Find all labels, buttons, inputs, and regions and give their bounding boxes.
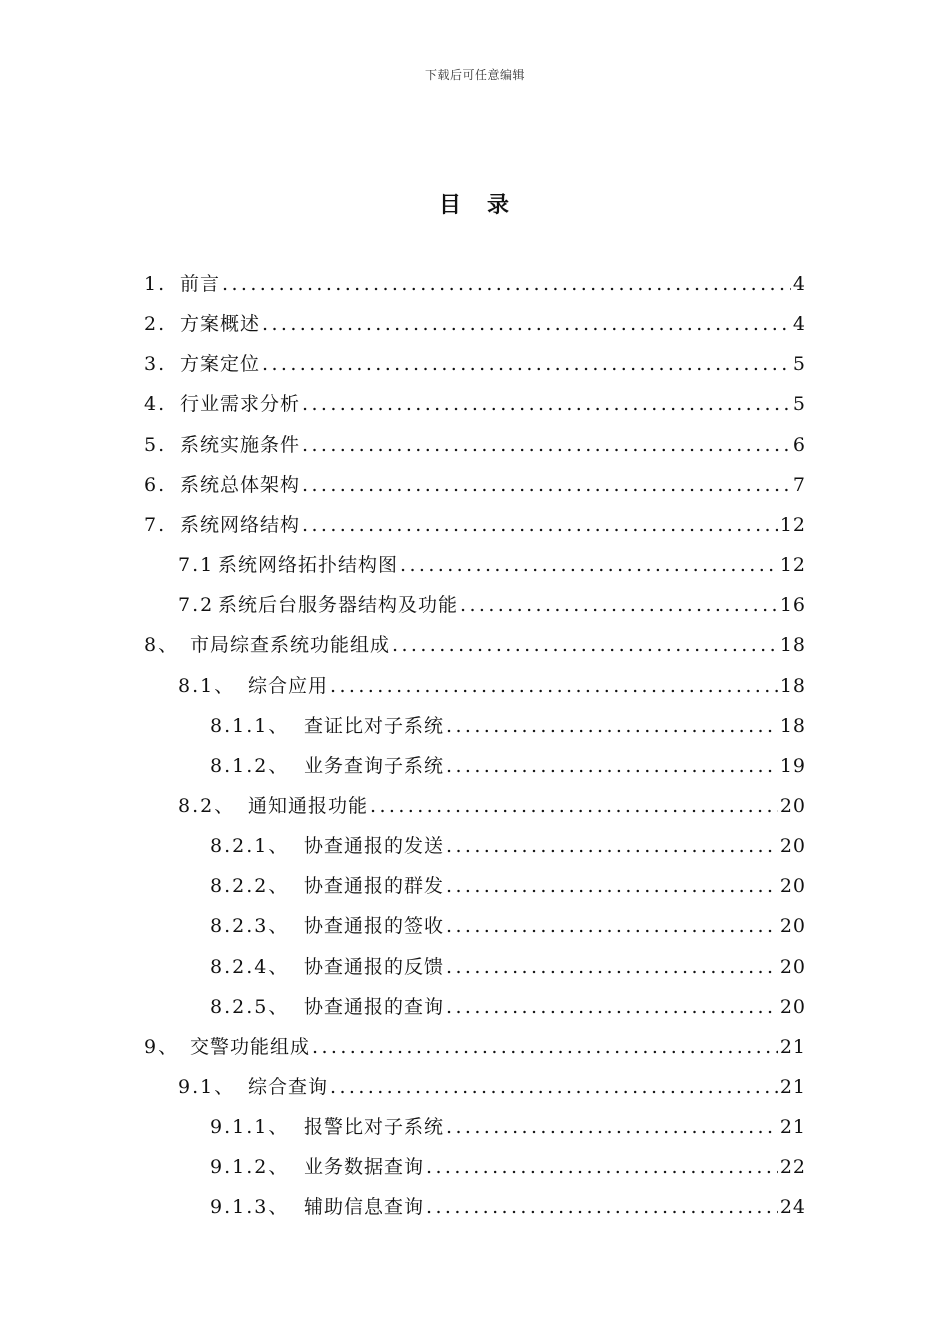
toc-entry-page-number: 7 bbox=[792, 473, 806, 496]
toc-entry-title: 方案定位 bbox=[180, 353, 261, 376]
toc-entry-page-number: 24 bbox=[779, 1196, 806, 1219]
toc-entry[interactable] bbox=[210, 864, 806, 900]
toc-entry-title: 前言 bbox=[180, 273, 221, 295]
toc-entry-number: 9.1.3、 bbox=[210, 1196, 290, 1219]
toc-entry-number: 3. bbox=[144, 353, 167, 376]
toc-entry-title: 系统网络结构 bbox=[180, 513, 301, 536]
toc-entry-title: 业务查询子系统 bbox=[304, 754, 445, 777]
toc-entry[interactable] bbox=[144, 262, 806, 298]
toc-entry-number: 8.1.2、 bbox=[210, 754, 290, 777]
toc-entry-number: 8.2.5、 bbox=[210, 995, 290, 1018]
toc-dot-leader bbox=[328, 672, 778, 700]
toc-dot-leader bbox=[444, 752, 778, 780]
toc-dot-leader bbox=[260, 350, 791, 378]
toc-entry[interactable] bbox=[210, 904, 806, 940]
toc-entry-number: 6. bbox=[144, 473, 167, 496]
toc-dot-leader bbox=[220, 270, 791, 298]
toc-entry-number: 7.1 bbox=[178, 554, 215, 577]
toc-entry-title: 系统总体架构 bbox=[180, 473, 301, 496]
toc-entry-title: 协查通报的发送 bbox=[304, 835, 445, 858]
toc-entry-title: 查证比对子系统 bbox=[304, 714, 445, 737]
toc-entry[interactable] bbox=[178, 784, 806, 820]
toc-entry-page-number: 20 bbox=[779, 875, 806, 898]
toc-entry-page-number: 18 bbox=[779, 714, 806, 737]
toc-entry[interactable] bbox=[144, 623, 806, 659]
toc-entry-page-number: 20 bbox=[779, 995, 806, 1018]
toc-entry-number: 8.1、 bbox=[178, 674, 236, 697]
toc-entry-title: 业务数据查询 bbox=[304, 1156, 425, 1179]
toc-dot-leader bbox=[328, 1073, 778, 1101]
toc-entry[interactable] bbox=[210, 985, 806, 1021]
toc-entry[interactable] bbox=[144, 463, 806, 499]
toc-entry-page-number: 22 bbox=[779, 1156, 806, 1179]
toc-entry-page-number: 5 bbox=[792, 393, 806, 416]
toc-entry-page-number: 12 bbox=[779, 513, 806, 536]
toc-entry[interactable] bbox=[210, 744, 806, 780]
toc-entry-number: 7.2 bbox=[178, 594, 215, 617]
toc-entry-number: 8.2.2、 bbox=[210, 875, 290, 898]
toc-entry[interactable] bbox=[210, 824, 806, 860]
toc-entry[interactable] bbox=[210, 945, 806, 981]
toc-dot-leader bbox=[444, 993, 778, 1021]
toc-entry[interactable] bbox=[178, 583, 806, 619]
toc-entry[interactable] bbox=[178, 664, 806, 700]
toc-entry-title: 协查通报的签收 bbox=[304, 915, 445, 938]
toc-entry[interactable] bbox=[144, 342, 806, 378]
toc-dot-leader bbox=[300, 431, 791, 459]
toc-entry-title: 方案概述 bbox=[180, 313, 261, 336]
toc-entry-number: 8.2.1、 bbox=[210, 835, 290, 858]
toc-entry-title: 系统后台服务器结构及功能 bbox=[218, 594, 459, 617]
toc-entry-page-number: 20 bbox=[779, 955, 806, 978]
page-header-note: 下载后可任意编辑 bbox=[424, 68, 525, 82]
toc-entry-number: 4. bbox=[144, 393, 167, 416]
toc-entry-page-number: 6 bbox=[792, 433, 806, 456]
toc-entry-page-number: 18 bbox=[779, 634, 806, 657]
toc-entry-number: 8.2.3、 bbox=[210, 915, 290, 938]
toc-entry-page-number: 21 bbox=[779, 1116, 806, 1139]
toc-dot-leader bbox=[398, 551, 778, 579]
toc-entry-title: 协查通报的群发 bbox=[304, 875, 445, 898]
toc-entry-title: 系统实施条件 bbox=[180, 433, 301, 456]
toc-entry-title: 行业需求分析 bbox=[180, 393, 301, 416]
toc-title bbox=[0, 188, 950, 219]
toc-entry[interactable] bbox=[210, 1105, 806, 1141]
toc-entry-title: 协查通报的反馈 bbox=[304, 955, 445, 978]
toc-entry-page-number: 18 bbox=[779, 674, 806, 697]
toc-dot-leader bbox=[300, 390, 791, 418]
toc-entry[interactable] bbox=[144, 423, 806, 459]
toc-dot-leader bbox=[300, 511, 778, 539]
toc-entry-page-number: 21 bbox=[779, 1035, 806, 1058]
toc-dot-leader bbox=[368, 792, 778, 820]
toc-entry-title: 综合应用 bbox=[248, 674, 329, 697]
toc-dot-leader bbox=[260, 310, 791, 338]
toc-entry-number: 9.1、 bbox=[178, 1076, 236, 1098]
toc-entry-page-number: 12 bbox=[779, 554, 806, 577]
toc-entry-page-number: 19 bbox=[779, 754, 806, 777]
toc-dot-leader bbox=[444, 953, 778, 981]
toc-entry-title: 市局综查系统功能组成 bbox=[190, 634, 391, 657]
toc-entry-number: 9.1.1、 bbox=[210, 1116, 290, 1139]
toc-entry-page-number: 4 bbox=[792, 273, 806, 295]
toc-entry[interactable] bbox=[144, 1025, 806, 1061]
toc-entry-number: 2. bbox=[144, 313, 167, 336]
toc-entry[interactable] bbox=[210, 704, 806, 740]
toc-entry-number: 8、 bbox=[144, 634, 180, 657]
toc-entry-title: 协查通报的查询 bbox=[304, 995, 445, 1018]
toc-entry-page-number: 5 bbox=[792, 353, 806, 376]
toc-dot-leader bbox=[444, 832, 778, 860]
toc-entry[interactable] bbox=[144, 503, 806, 539]
toc-entry[interactable] bbox=[144, 382, 806, 418]
toc-entry-number: 9.1.2、 bbox=[210, 1156, 290, 1179]
toc-entry-number: 8.2.4、 bbox=[210, 955, 290, 978]
toc-dot-leader bbox=[310, 1033, 778, 1061]
toc-entry-number: 1. bbox=[144, 273, 167, 295]
toc-entry-title: 综合查询 bbox=[248, 1076, 329, 1098]
toc-dot-leader bbox=[300, 471, 791, 499]
toc-dot-leader bbox=[424, 1153, 778, 1181]
toc-entry-title: 辅助信息查询 bbox=[304, 1196, 425, 1219]
toc-entry-page-number: 16 bbox=[779, 594, 806, 617]
toc-entry-number: 8.2、 bbox=[178, 794, 236, 817]
toc-dot-leader bbox=[444, 872, 778, 900]
toc-entry-page-number: 20 bbox=[779, 915, 806, 938]
toc-dot-leader bbox=[444, 1113, 778, 1141]
toc-dot-leader bbox=[390, 631, 778, 659]
toc-entry-title: 通知通报功能 bbox=[248, 794, 369, 817]
toc-entry-page-number: 21 bbox=[779, 1076, 806, 1098]
toc-dot-leader bbox=[444, 912, 778, 940]
toc-entry-number: 5. bbox=[144, 433, 167, 456]
toc-entry-page-number: 20 bbox=[779, 794, 806, 817]
toc-entry-number: 9、 bbox=[144, 1035, 180, 1058]
toc-dot-leader bbox=[424, 1193, 778, 1221]
toc-entry-page-number: 4 bbox=[792, 313, 806, 336]
toc-entry-title: 交警功能组成 bbox=[190, 1035, 311, 1058]
toc-entry-number: 7. bbox=[144, 513, 167, 536]
toc-entry[interactable] bbox=[178, 1065, 806, 1101]
toc-entry-title: 报警比对子系统 bbox=[304, 1116, 445, 1139]
toc-dot-leader bbox=[444, 712, 778, 740]
toc-entry[interactable] bbox=[178, 543, 806, 579]
toc-entry-number: 8.1.1、 bbox=[210, 714, 290, 737]
toc-dot-leader bbox=[458, 591, 778, 619]
toc-title-char-1: 目 bbox=[438, 192, 463, 218]
toc-entry[interactable] bbox=[210, 1185, 806, 1221]
toc-entry[interactable] bbox=[144, 302, 806, 338]
toc-entry-title: 系统网络拓扑结构图 bbox=[218, 554, 399, 577]
toc-title-char-2: 录 bbox=[487, 192, 512, 218]
toc-entry[interactable] bbox=[210, 1145, 806, 1181]
toc-entry-page-number: 20 bbox=[779, 835, 806, 858]
